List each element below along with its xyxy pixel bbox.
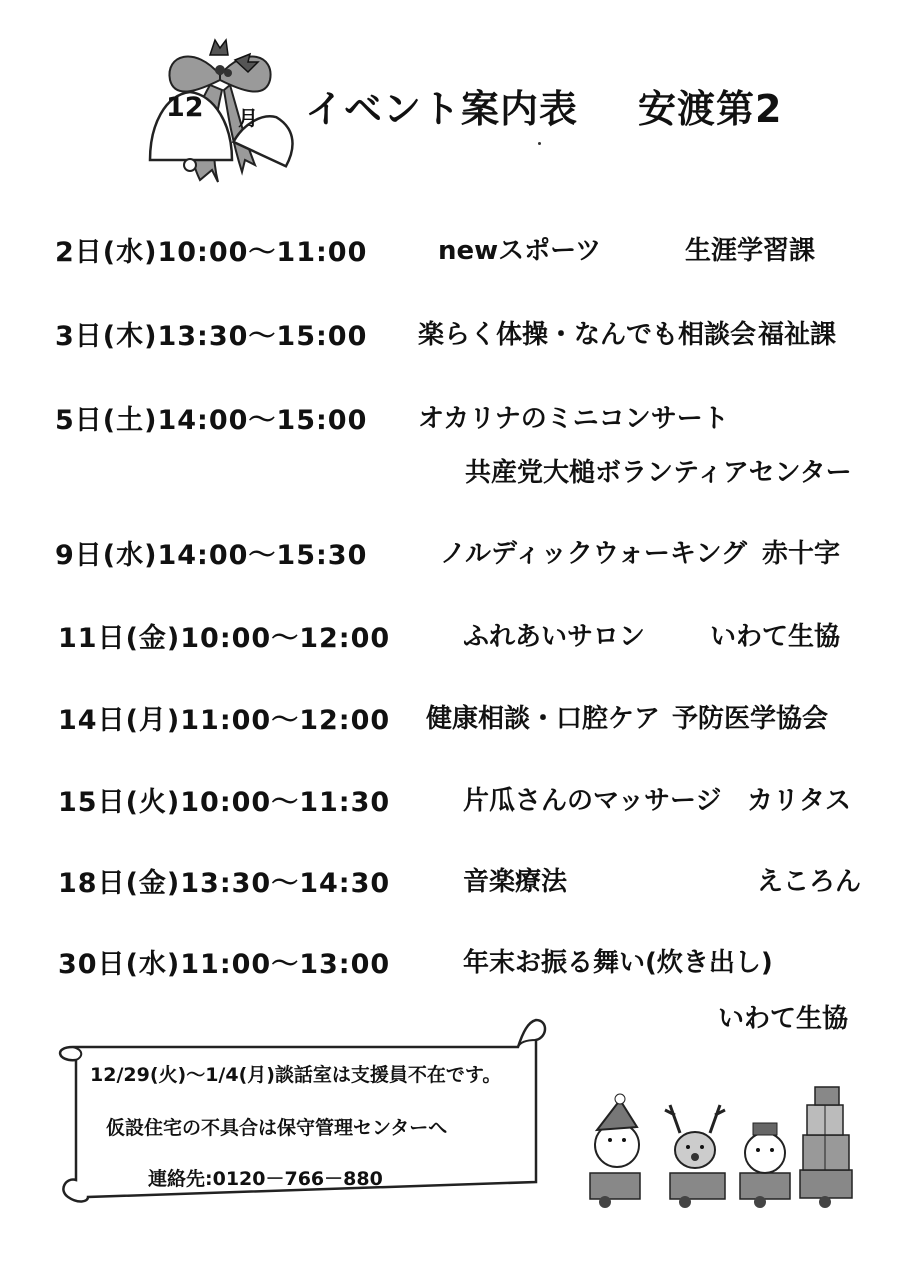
christmas-train-icon (575, 1085, 860, 1210)
event-organizer: いわて生協 (710, 622, 841, 652)
event-datetime: 2日(水)10:00～11:00 (55, 237, 368, 268)
event-organizer: えころん (757, 867, 862, 897)
page-header (305, 78, 783, 131)
event-organizer: カリタス (747, 786, 852, 816)
location-name: 安渡第2 (638, 87, 783, 131)
event-name: 片瓜さんのマッサージ (463, 786, 722, 816)
stray-dot (538, 142, 541, 145)
christmas-bells-icon (140, 30, 300, 190)
event-organizer: 福祉課 (758, 320, 837, 350)
event-organizer: 共産党大槌ボランティアセンター (465, 458, 852, 488)
event-datetime: 5日(土)14:00～15:00 (55, 405, 368, 436)
event-organizer: 生涯学習課 (685, 236, 816, 266)
event-name: ノルディックウォーキング (440, 539, 748, 569)
event-datetime: 9日(水)14:00～15:30 (55, 540, 368, 571)
notice-contact: 連絡先:0120－766－880 (148, 1168, 383, 1190)
event-datetime: 11日(金)10:00～12:00 (58, 623, 391, 654)
event-name: オカリナのミニコンサート (418, 404, 729, 434)
month-number: 12 (166, 92, 204, 123)
event-datetime: 15日(火)10:00～11:30 (58, 787, 391, 818)
event-organizer: 予防医学協会 (672, 704, 829, 734)
event-datetime: 3日(木)13:30～15:00 (55, 321, 368, 352)
event-datetime: 30日(水)11:00～13:00 (58, 949, 391, 980)
notice-closure: 12/29(火)～1/4(月)談話室は支援員不在です。 (90, 1064, 502, 1086)
event-name: 年末お振る舞い(炊き出し) (463, 948, 773, 978)
event-datetime: 18日(金)13:30～14:30 (58, 868, 391, 899)
event-datetime: 14日(月)11:00～12:00 (58, 705, 391, 736)
event-organizer: いわて生協 (718, 1004, 849, 1034)
notice-scroll (48, 1012, 553, 1212)
page-title: イベント案内表 (305, 87, 579, 131)
month-kanji: 月 (238, 106, 258, 130)
event-organizer: 赤十字 (762, 539, 841, 569)
event-name: 楽らく体操・なんでも相談会 (418, 320, 757, 350)
event-name: ふれあいサロン (463, 622, 646, 652)
event-name: 音楽療法 (463, 867, 568, 897)
event-name: 健康相談・口腔ケア (426, 704, 661, 734)
event-name: newスポーツ (438, 236, 602, 266)
notice-maintenance: 仮設住宅の不具合は保守管理センターへ (106, 1117, 448, 1139)
